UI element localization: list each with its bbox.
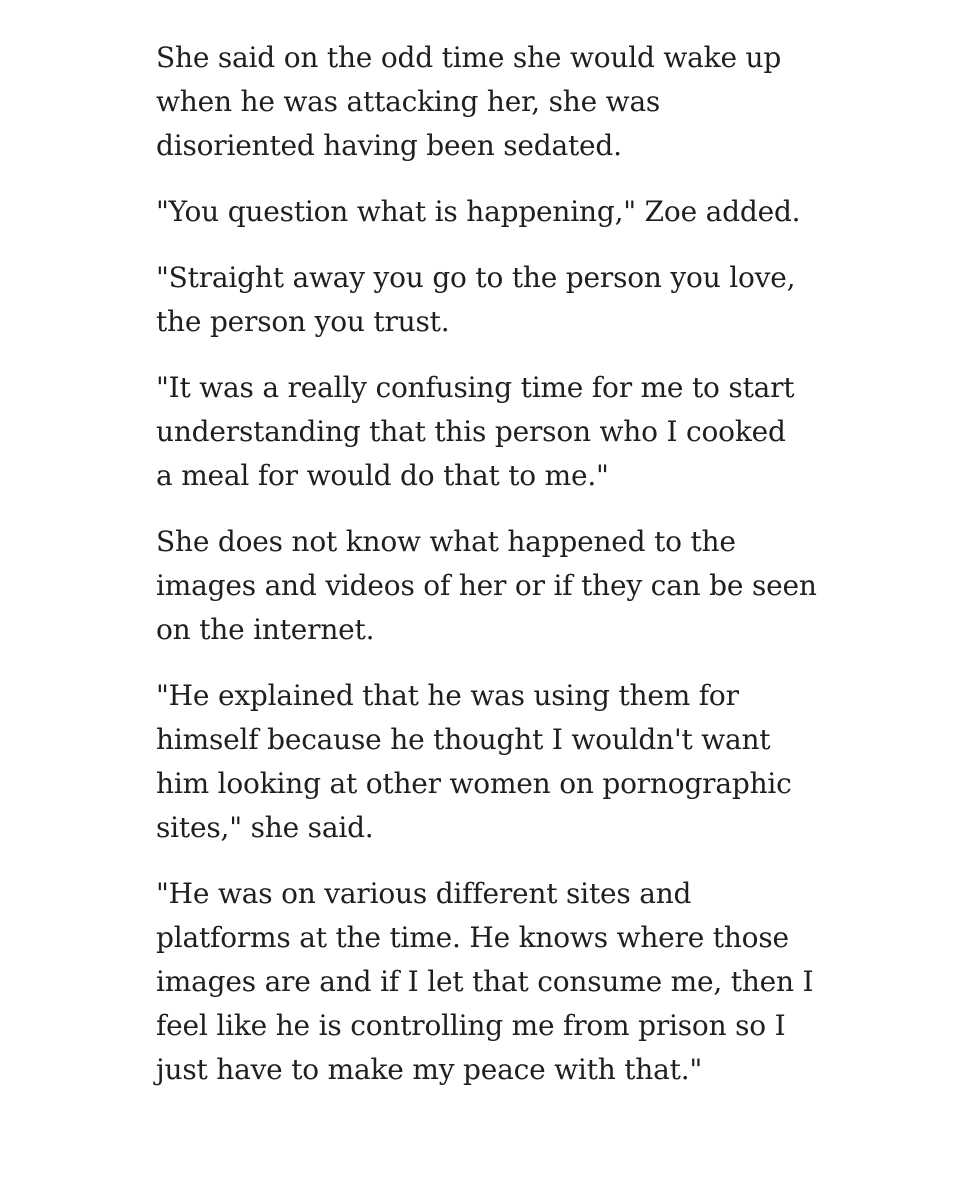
text-line: him looking at other women on pornographic	[156, 767, 792, 800]
text-line: on the internet.	[156, 613, 375, 646]
paragraph-1	[156, 36, 856, 168]
text-line: "Straight away you go to the person you love,	[156, 261, 796, 294]
text-line: a meal for would do that to me."	[156, 459, 609, 492]
paragraph-3	[156, 256, 856, 344]
text-line: platforms at the time. He knows where those	[156, 921, 789, 954]
text-line: "He was on various different sites and	[156, 877, 692, 910]
paragraph-2	[156, 190, 856, 234]
text-line: She does not know what happened to the	[156, 525, 736, 558]
text-line: when he was attacking her, she was	[156, 85, 661, 118]
text-line: "It was a really confusing time for me to start	[156, 371, 795, 404]
text-line: himself because he thought I wouldn't want	[156, 723, 771, 756]
text-line: images and videos of her or if they can be seen	[156, 569, 817, 602]
text-line: sites," she said.	[156, 811, 374, 844]
text-line: the person you trust.	[156, 305, 450, 338]
text-line: feel like he is controlling me from prison so I	[156, 1009, 786, 1042]
paragraph-6	[156, 674, 856, 850]
text-line: disoriented having been sedated.	[156, 129, 622, 162]
text-line: She said on the odd time she would wake up	[156, 41, 782, 74]
text-line: just have to make my peace with that."	[156, 1053, 703, 1086]
paragraph-4	[156, 366, 856, 498]
paragraph-5	[156, 520, 856, 652]
article-body	[156, 36, 856, 1114]
text-line: understanding that this person who I cooked	[156, 415, 786, 448]
text-line: "You question what is happening," Zoe added.	[156, 195, 801, 228]
text-line: images are and if I let that consume me, then I	[156, 965, 814, 998]
text-line: "He explained that he was using them for	[156, 679, 739, 712]
paragraph-7	[156, 872, 856, 1092]
